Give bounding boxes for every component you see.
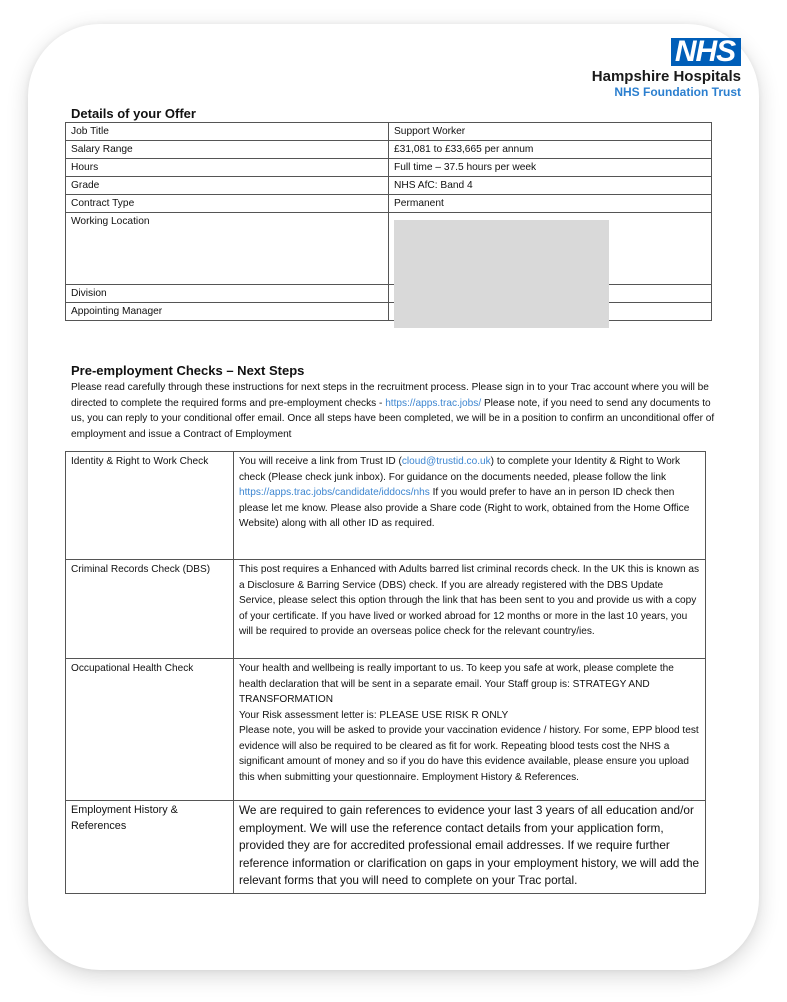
check-label: Criminal Records Check (DBS) [66, 560, 234, 659]
row-label: Contract Type [66, 195, 389, 213]
table-row [66, 285, 712, 303]
trustid-email-link[interactable]: cloud@trustid.co.uk [401, 456, 491, 467]
row-label: Hours [66, 159, 389, 177]
row-value: Support Worker [389, 123, 712, 141]
check-description: This post requires a Enhanced with Adults barred list criminal records check. In the UK this is known as a Disclosure & Barring Service (DBS) check. If you are already registered with the DBS Update Service, please select this option through the link that has been sent to you and provide us with a copy of your certificate. If you have lived or worked abroad for 12 months or more in the last 10 years, you will be required to provide an overseas police check for the relevant country/ies. [234, 560, 706, 659]
nhs-logo-badge: NHS [671, 38, 741, 66]
row-label: Job Title [66, 123, 389, 141]
row-value: NHS AfC: Band 4 [389, 177, 712, 195]
check-label: Identity & Right to Work Check [66, 452, 234, 560]
row-value: Full time – 37.5 hours per week [389, 159, 712, 177]
table-row [66, 659, 706, 801]
table-row [66, 452, 706, 560]
description-text: You will receive a link from Trust ID ( [239, 456, 402, 467]
offer-details-heading: Details of your Offer [71, 106, 196, 121]
table-row [66, 195, 712, 213]
check-description [234, 659, 706, 801]
description-text: Please note, you will be asked to provide your vaccination evidence / history. For some, EPP blood test evidence will also be required to be cleared as fit for work. Repeating blood tests cost the NHS a significant amount of money and so if you do have this evidence available, please ensure you upload this when submitting your questionnaire. Employment History & References. [239, 725, 699, 783]
table-row [66, 159, 712, 177]
trac-portal-link[interactable]: https://apps.trac.jobs/ [385, 397, 482, 409]
table-row [66, 123, 712, 141]
description-text: If you would prefer to have an in person ID check then please let me know. Please also provide a Share code (Right to work, obtained from the Home Office Website) along with all other ID as required. [239, 487, 690, 529]
row-value: Permanent [389, 195, 712, 213]
organisation-name: Hampshire Hospitals [591, 68, 741, 85]
risk-assessment-text: Your Risk assessment letter is: PLEASE USE RISK R ONLY [239, 709, 509, 721]
check-description [234, 452, 706, 560]
check-label: Employment History & References [66, 801, 234, 894]
intro-text-continued: Please note, if you need to send any documents to us, you can reply to your conditional offer email. Once all steps have been completed, we will be in a position to confirm an unconditional offer of employment and issue a Contract of Employment [71, 397, 715, 440]
iddocs-guidance-link[interactable]: https://apps.trac.jobs/candidate/iddocs/nhs [239, 487, 430, 498]
row-value: £31,081 to £33,665 per annum [389, 141, 712, 159]
description-text: Your health and wellbeing is really important to us. To keep you safe at work, please complete the health declaration that will be sent in a separate email. Your Staff group is: STRATEGY AND TRANSFORMATION [239, 663, 674, 705]
pre-employment-checks-heading: Pre-employment Checks – Next Steps [71, 363, 305, 378]
row-label: Salary Range [66, 141, 389, 159]
table-row [66, 141, 712, 159]
nhs-trust-logo [591, 35, 741, 100]
redacted-block [394, 220, 609, 328]
pre-employment-checks-table [65, 451, 706, 894]
check-description: We are required to gain references to evidence your last 3 years of all education and/or employment. We will use the reference contact details from your application form, provided they are for accredited professional email addresses. If we require further reference information or clarification on gaps in your employment history, we will add the relevant forms that you will need to complete on your Trac portal. [234, 801, 706, 894]
table-row [66, 177, 712, 195]
organisation-subtitle: NHS Foundation Trust [614, 85, 741, 99]
check-label: Occupational Health Check [66, 659, 234, 801]
intro-text: Please read carefully through these instructions for next steps in the recruitment process. Please sign in to your Trac account where you will be directed to complete the required forms and pre-employment checks - [71, 382, 709, 409]
row-label: Working Location [66, 213, 389, 285]
table-row [66, 801, 706, 894]
offer-details-table [65, 122, 712, 321]
checks-intro-paragraph [71, 380, 719, 442]
row-label: Division [66, 285, 389, 303]
table-row [66, 303, 712, 321]
table-row [66, 213, 712, 285]
table-row [66, 560, 706, 659]
row-label: Appointing Manager [66, 303, 389, 321]
row-label: Grade [66, 177, 389, 195]
description-text: ) to complete your Identity & Right to Work check (Please check junk inbox). For guidance on the documents needed, please follow the link [239, 456, 681, 483]
